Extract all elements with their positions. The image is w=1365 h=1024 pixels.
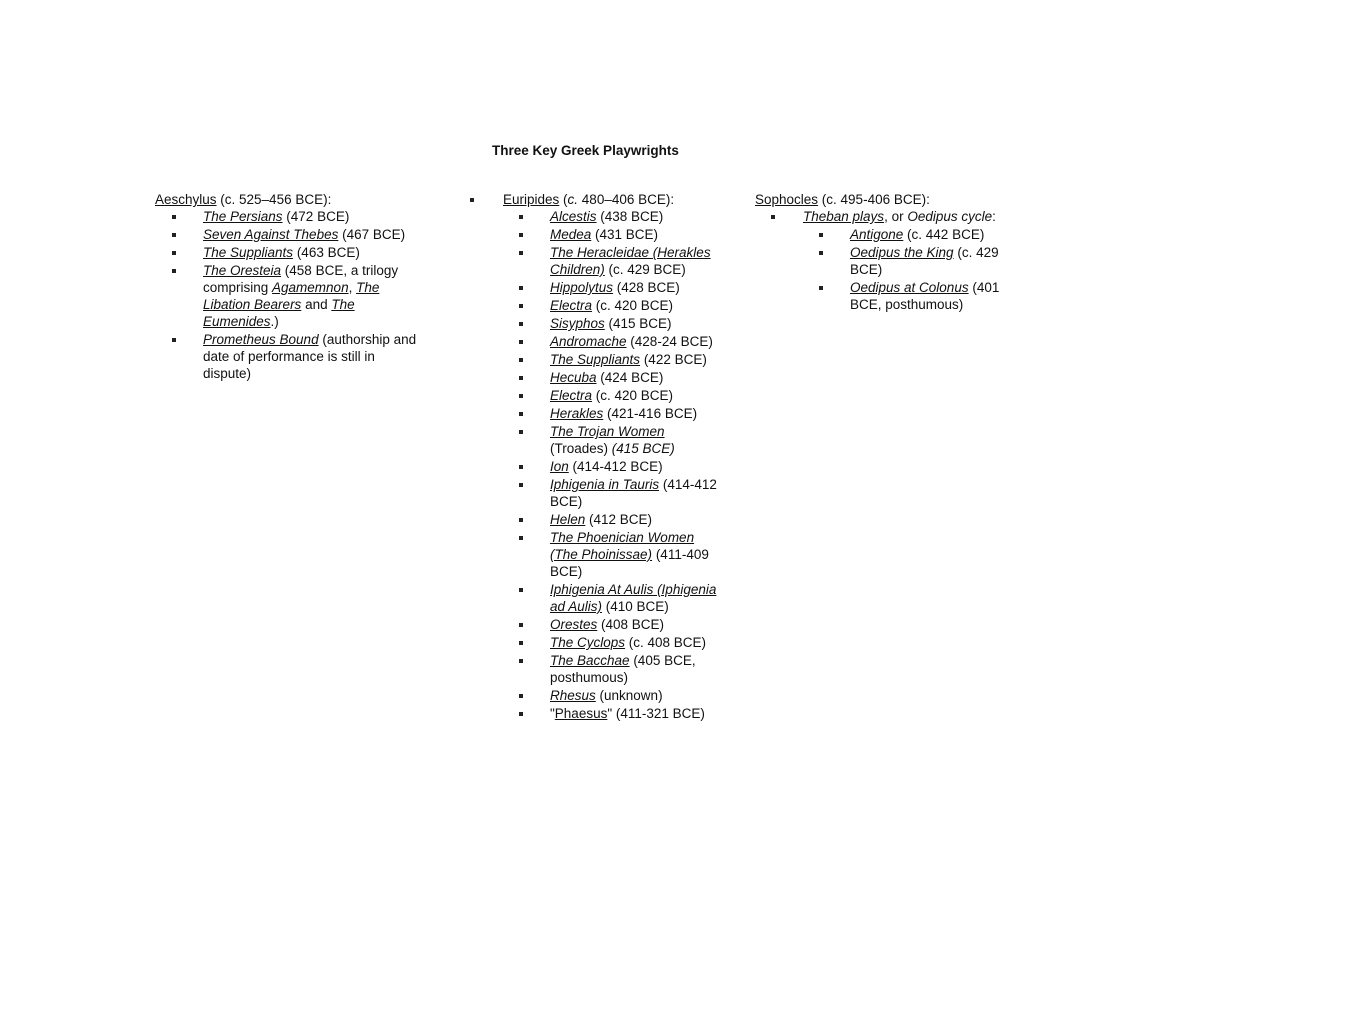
aeschylus-dates: (c. 525–456 BCE): [216, 192, 332, 207]
play-link[interactable]: Seven Against Thebes [203, 227, 339, 242]
play-date: (415 BCE) [611, 441, 675, 456]
aeschylus-plays-list [155, 208, 420, 382]
list-item [503, 581, 723, 615]
list-item [155, 262, 420, 330]
play-date: (421-416 BCE) [603, 406, 698, 421]
sophocles-dates: (c. 495-406 BCE): [818, 192, 930, 207]
list-item [503, 333, 723, 350]
play-link[interactable]: Medea [550, 227, 592, 242]
play-date: (unknown) [595, 688, 663, 703]
play-date: (c. 429 BCE) [850, 245, 999, 277]
sophocles-group-list [755, 208, 1015, 313]
list-item [503, 634, 723, 651]
play-link[interactable]: Iphigenia At Aulis (Iphigenia ad Aulis) [550, 582, 717, 614]
play-date: (467 BCE) [338, 227, 406, 242]
play-link[interactable]: Alcestis [550, 209, 597, 224]
list-item [155, 208, 420, 225]
play-date: (401 BCE, posthumous) [850, 280, 1000, 312]
play-link[interactable]: Oedipus the King [850, 245, 954, 260]
play-date: (463 BCE) [293, 245, 360, 260]
play-link[interactable]: Hecuba [550, 370, 597, 385]
sophocles-plays-list [803, 226, 1015, 313]
play-date: (Troades) [550, 441, 612, 456]
play-date: (428 BCE) [613, 280, 680, 295]
play-link[interactable]: Ion [550, 459, 569, 474]
separator: .) [270, 314, 279, 329]
play-link[interactable]: Sisyphos [550, 316, 605, 331]
oedipus-cycle-label: Oedipus cycle [907, 209, 993, 224]
play-link[interactable]: The Trojan Women [550, 424, 665, 439]
play-link[interactable]: Orestes [550, 617, 598, 632]
play-date: (472 BCE) [282, 209, 350, 224]
aeschylus-column [155, 191, 420, 383]
euripides-plays-list [503, 208, 723, 722]
euripides-dates: ( [559, 192, 568, 207]
list-item [503, 387, 723, 404]
play-date: (422 BCE) [640, 352, 707, 367]
list-item [503, 369, 723, 386]
play-date: (414-412 BCE) [550, 477, 717, 509]
play-date: (c. 420 BCE) [592, 298, 674, 313]
play-date: (c. 420 BCE) [592, 388, 674, 403]
bullet-marker [470, 198, 474, 202]
list-item [503, 705, 723, 722]
list-item [803, 244, 1015, 278]
separator: , or [884, 209, 908, 224]
play-date: (authorship and date of performance is still in dispute) [203, 332, 417, 381]
play-link[interactable]: Hippolytus [550, 280, 614, 295]
play-date: (c. 408 BCE) [625, 635, 707, 650]
play-link[interactable]: Phaesus [554, 706, 608, 721]
play-link[interactable]: Prometheus Bound [203, 332, 319, 347]
play-date: (415 BCE) [604, 316, 672, 331]
play-date: (458 BCE, a trilogy comprising [203, 263, 399, 295]
play-link[interactable]: The Libation Bearers [203, 280, 380, 312]
separator: : [992, 209, 996, 224]
sophocles-heading [755, 191, 1015, 208]
play-link[interactable]: The Phoenician Women (The Phoinissae) [550, 530, 695, 562]
play-date: (408 BCE) [597, 617, 665, 632]
sophocles-column [755, 191, 1015, 314]
list-item [503, 423, 723, 457]
play-link[interactable]: Herakles [550, 406, 604, 421]
euripides-column [503, 191, 723, 723]
list-item [503, 315, 723, 332]
play-link[interactable]: The Bacchae [550, 653, 630, 668]
list-item [503, 458, 723, 475]
play-link[interactable]: The Heracleidae (Herakles Children) [550, 245, 711, 277]
list-item [503, 244, 723, 278]
play-date: (412 BCE) [585, 512, 653, 527]
list-item [503, 297, 723, 314]
euripides-dates: c. [567, 192, 579, 207]
list-item [503, 226, 723, 243]
play-date: (410 BCE) [602, 599, 669, 614]
aeschylus-heading [155, 191, 420, 208]
play-date: (431 BCE) [591, 227, 659, 242]
list-item [503, 511, 723, 528]
quote-mark: " [550, 706, 555, 721]
play-date: (405 BCE, posthumous) [550, 653, 696, 685]
play-date: " (411-321 BCE) [607, 706, 705, 721]
play-link[interactable]: Agamemnon [272, 280, 349, 295]
play-date: (438 BCE) [596, 209, 664, 224]
euripides-link[interactable]: Euripides [503, 192, 560, 207]
euripides-dates: 480–406 BCE): [578, 192, 675, 207]
list-item [503, 652, 723, 686]
aeschylus-link[interactable]: Aeschylus [155, 192, 217, 207]
separator: and [301, 297, 332, 312]
list-item [803, 226, 1015, 243]
separator: , [348, 280, 357, 295]
list-item [503, 279, 723, 296]
list-item [503, 687, 723, 704]
play-link[interactable]: Rhesus [550, 688, 596, 703]
play-link[interactable]: Antigone [850, 227, 904, 242]
play-date: (c. 442 BCE) [903, 227, 985, 242]
play-link[interactable]: The Cyclops [550, 635, 626, 650]
play-link[interactable]: The Persians [203, 209, 283, 224]
play-date: (424 BCE) [596, 370, 664, 385]
list-item [803, 279, 1015, 313]
play-link[interactable]: The Suppliants [203, 245, 294, 260]
list-item [503, 529, 723, 580]
play-link[interactable]: The Oresteia [203, 263, 282, 278]
play-link[interactable]: The Suppliants [550, 352, 641, 367]
list-item [503, 476, 723, 510]
play-date: (428-24 BCE) [626, 334, 713, 349]
list-item [503, 351, 723, 368]
play-link[interactable]: Electra [550, 388, 593, 403]
play-date: (414-412 BCE) [568, 459, 663, 474]
euripides-heading [503, 191, 723, 208]
play-link[interactable]: Oedipus at Colonus [850, 280, 969, 295]
list-item [503, 405, 723, 422]
play-link[interactable]: Andromache [550, 334, 627, 349]
list-item [755, 208, 1015, 313]
theban-plays-link[interactable]: Theban plays [803, 209, 885, 224]
sophocles-link[interactable]: Sophocles [755, 192, 819, 207]
list-item [155, 331, 420, 382]
play-link[interactable]: Electra [550, 298, 593, 313]
play-link[interactable]: The Eumenides [203, 297, 355, 329]
play-date: (c. 429 BCE) [604, 262, 686, 277]
play-link[interactable]: Iphigenia in Tauris [550, 477, 660, 492]
play-date: (411-409 BCE) [550, 547, 709, 579]
list-item [503, 208, 723, 225]
list-item [503, 616, 723, 633]
page-title: Three Key Greek Playwrights [492, 143, 679, 158]
play-link[interactable]: Helen [550, 512, 586, 527]
list-item [155, 226, 420, 243]
list-item [155, 244, 420, 261]
